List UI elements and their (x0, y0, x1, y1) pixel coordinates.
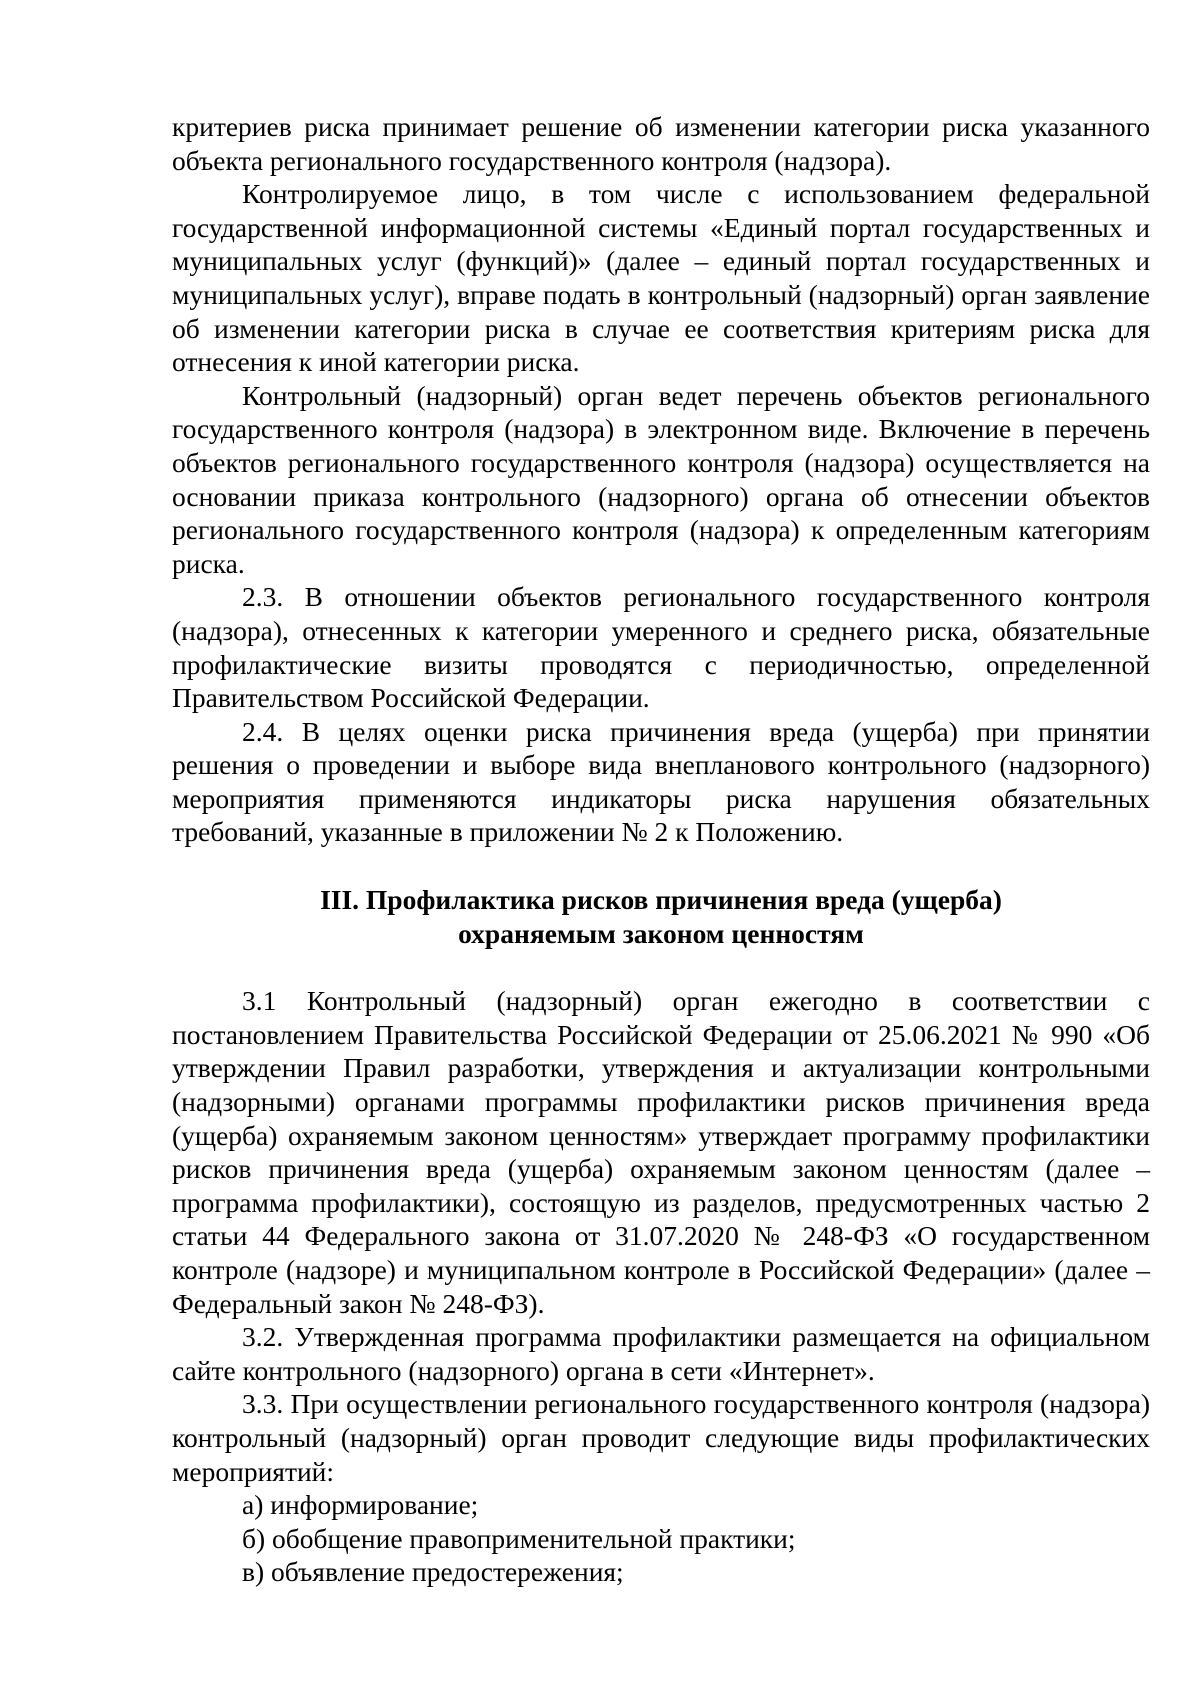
paragraph-2-3: 2.3. В отношении объектов регионального государственного контроля (надзора), отнесенных к категории умеренного и среднего риска, обязательные профилактические визиты проводятся с периодичностью, определенной Правительством Российской Федерации. (172, 581, 1150, 714)
list-item-c: в) объявление предостережения; (242, 1556, 624, 1588)
section-title (172, 883, 1150, 950)
list-item-b: б) обобщение правоприменительной практики; (242, 1522, 796, 1554)
document-page (172, 110, 1150, 1589)
section-title-line-2: охраняемым законом ценностям (458, 917, 864, 949)
section-title-line-1: III. Профилактика рисков причинения вреда (ущерба) (320, 884, 1002, 916)
paragraph-3-1: 3.1 Контрольный (надзорный) орган ежегодно в соответствии с постановлением Правительства Российской Федерации от 25.06.2021 № 990 «Об утверждении Правил разработки, утверждения и актуализации контрольными (надзорными) органами программы профилактики рисков причинения вреда (ущерба) охраняемым законом ценностям» утверждает программу профилактики рисков причинения вреда (ущерба) охраняемым законом ценностям (далее – программа профилактики), состоящую из разделов, предусмотренных частью 2 статьи 44 Федерального закона от 31.07.2020 № 248-ФЗ «О государственном контроле (надзоре) и муниципальном контроле в Российской Федерации» (далее – Федеральный закон № 248-ФЗ). (172, 985, 1150, 1319)
paragraph-3-3: 3.3. При осуществлении регионального государственного контроля (надзора) контрольный (надзорный) орган проводит следующие виды профилактических мероприятий: (172, 1388, 1150, 1487)
paragraph-3-2: 3.2. Утвержденная программа профилактики размещается на официальном сайте контрольного (надзорного) органа в сети «Интернет». (172, 1321, 1150, 1386)
paragraph-objects-list: Контрольный (надзорный) орган ведет перечень объектов регионального государственного контроля (надзора) в электронном виде. Включение в перечень объектов регионального государственного контроля (надзора) осуществляется на основании приказа контрольного (надзорного) органа об отнесении объектов регионального государственного контроля (надзора) к определенным категориям риска. (172, 379, 1150, 579)
paragraph-controlled-person: Контролируемое лицо, в том числе с использованием федеральной государственной информационной системы «Единый портал государственных и муниципальных услуг (функций)» (далее – единый портал государственных и муниципальных услуг), вправе подать в контрольный (надзорный) орган заявление об изменении категории риска в случае ее соответствия критериям риска для отнесения к иной категории риска. (172, 178, 1150, 378)
paragraph-continuation: критериев риска принимает решение об изменении категории риска указанного объекта регионального государственного контроля (надзора). (172, 111, 1150, 176)
list-item-a: а) информирование; (242, 1489, 479, 1521)
paragraph-2-4: 2.4. В целях оценки риска причинения вреда (ущерба) при принятии решения о проведении и выборе вида внепланового контрольного (надзорного) мероприятия применяются индикаторы риска нарушения обязательных требований, указанные в приложении № 2 к Положению. (172, 715, 1150, 848)
